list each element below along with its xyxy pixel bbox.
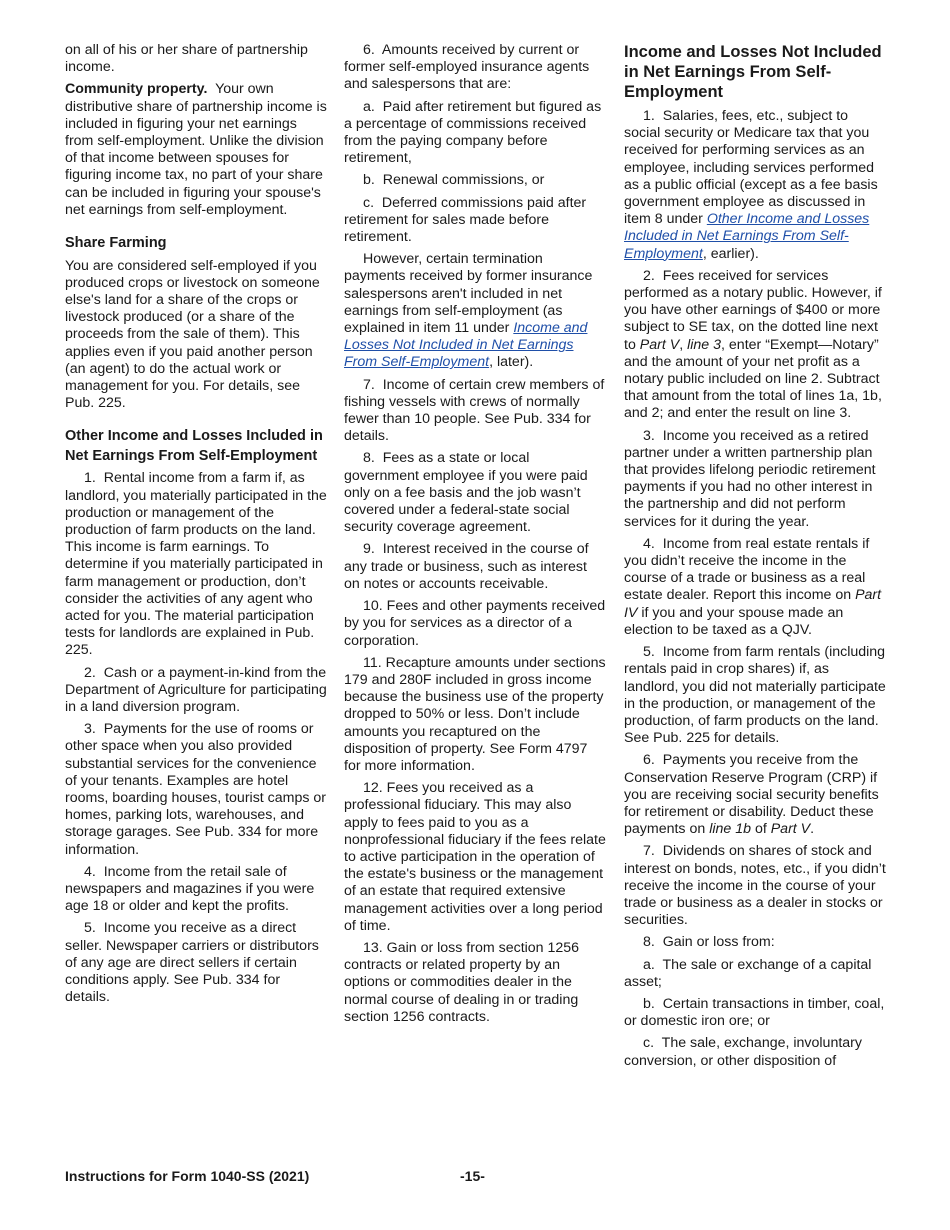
list-item: 5. Income from farm rentals (including rentals paid in crop shares) if, as landlord, you did not materially participate in the production, or management of the production, of farm products on the land. See Pub. 225 for details. [624, 644, 886, 747]
list-subitem: b. Renewal commissions, or [363, 172, 545, 189]
list-item: 10. Fees and other payments received by you for services as a director of a corporation. [344, 598, 606, 649]
list-item: 7. Income of certain crew members of fishing vessels with crews of normally fewer than 10 people. See Pub. 334 for details. [344, 376, 605, 445]
paragraph: However, certain termination payments received by former insurance salespersons aren't included in net earnings from self-employment (as explained in item 11 under Income and Losses Not Included in Net Earnings From Self-Employment, later). [344, 251, 593, 371]
run-in-heading: Community property. [65, 81, 208, 98]
list-item: 4. Income from the retail sale of newspapers and magazines if you were age 18 or older and kept the profits. [65, 863, 315, 915]
list-item: 1. Salaries, fees, etc., subject to social security or Medicare tax that you received for performing services as an employee, including services performed as a public official (except as a fee basis government employee as discussed in item 8 under Other Income and Losses Included in Net Earnings From Self-Employment, earlier). [624, 108, 878, 262]
list-item: 7. Dividends on shares of stock and interest on bonds, notes, etc., if you didn’t receive the income in the course of your trade or business as a dealer in stocks or securities. [624, 843, 886, 929]
list-subitem: b. Certain transactions in timber, coal, or domestic iron ore; or [624, 995, 885, 1030]
paragraph: on all of his or her share of partnership income. [65, 42, 308, 76]
cross-reference-link[interactable]: Income and Losses Not Included in Net Earnings From Self-Employment [344, 320, 588, 371]
list-item: 3. Payments for the use of rooms or other space when you also provided substantial services for the convenience of your tenants. Examples are hotel rooms, boarding houses, tourist camps or homes, parking lots, warehouses, and storage garages. See Pub. 334 for more information. [65, 721, 327, 858]
cross-reference-link[interactable]: Other Income and Losses Included in Net Earnings From Self-Employment [624, 211, 870, 262]
list-item: 8. Fees as a state or local government employee if you were paid only on a fee basis and the job wasn’t covered under a federal-state social security coverage agreement. [344, 450, 588, 536]
list-item: 5. Income you receive as a direct seller. Newspaper carriers or distributors of any age are direct sellers if certain conditions apply. See Pub. 334 for details. [65, 920, 319, 1006]
list-item: 8. Gain or loss from: [643, 934, 775, 951]
list-subitem: c. Deferred commissions paid after retirement for sales made before retirement. [344, 194, 587, 246]
list-item: 13. Gain or loss from section 1256 contracts or related property by an options or commodities dealer in the normal course of dealing in or trading section 1256 contracts. [344, 939, 580, 1025]
list-item: 11. Recapture amounts under sections 179 and 280F included in gross income because the business use of the property dropped to 50% or less. Don’t include amounts you recaptured on the disposition of property. See Form 4797 for more information. [344, 654, 606, 774]
list-subitem: a. The sale or exchange of a capital asset; [624, 956, 872, 990]
list-subitem: c. The sale, exchange, involuntary conversion, or other disposition of [624, 1035, 862, 1069]
footer-form-title: Instructions for Form 1040-SS (2021) [65, 1168, 310, 1184]
section-heading: Other Income and Losses Included in Net Earnings From Self-Employment [65, 428, 323, 464]
column-1 [65, 42, 327, 1011]
list-item: 4. Income from real estate rentals if you didn’t receive the income in the course of a trade or business as a real estate dealer. Report this income on Part IV if you and your spouse made an election to be taxed as a QJV. [624, 535, 882, 638]
list-item: 2. Cash or a payment-in-kind from the Department of Agriculture for participating in a land diversion program. [65, 664, 327, 715]
list-item: 2. Fees received for services performed as a notary public. However, if you have other earnings of $400 or more subject to SE tax, on the dotted line next to Part V, line 3, enter “Exempt—Notary” and the amount of your net profit as a notary public included on line 2. Subtract that amount from the total of lines 1a, 1b, and 2; and enter the result on line 3. [624, 267, 882, 422]
section-heading: Share Farming [65, 235, 167, 252]
list-item: 12. Fees you received as a professional fiduciary. This may also apply to fees paid to you as a nonprofessional fiduciary if the fees relate to active participation in the operation of the estate's business or the management of an estate that required extensive management activities over a long period of time. [344, 780, 606, 934]
list-item: 9. Interest received in the course of any trade or business, such as interest on notes or accounts receivable. [344, 541, 589, 592]
page-number: -15- [460, 1168, 485, 1184]
list-item: 3. Income you received as a retired partner under a written partnership plan that provides lifelong periodic retirement payments if you had no other interest in the partnership and did not perform services for it during the year. [624, 427, 876, 530]
list-item: 6. Payments you receive from the Conservation Reserve Program (CRP) if you are receiving social security benefits for retirement or disability. Deduct these payments on line 1b of Part V. [624, 752, 879, 838]
column-3 [624, 42, 886, 1075]
column-2 [344, 42, 606, 1031]
list-item: 6. Amounts received by current or former self-employed insurance agents and salespersons that are: [344, 42, 590, 93]
section-heading: Income and Losses Not Included in Net Earnings From Self-Employment [624, 43, 882, 101]
list-item: 1. Rental income from a farm if, as landlord, you materially participated in the production or management of the production of farm products on the land. This income is farm earnings. To determine if you materially participated in farm management or production, don’t consider the activities of any agent who acted for you. The material participation tests for landlords are explained in Pub. 225. [65, 470, 327, 659]
list-subitem: a. Paid after retirement but figured as a percentage of commissions received from the paying company before retirement, [344, 98, 602, 167]
paragraph: You are considered self-employed if you produced crops or livestock on someone else's land for a share of the crops or livestock produced (or a share of the proceeds from the sale of them). This applies even if you paid another person (an agent) to do the actual work or management for you. For details, see Pub. 225. [65, 257, 320, 412]
community-property-paragraph: Community property. Your own distributive share of partnership income is included in figuring your net earnings from self-employment. Unlike the division of that income between spouses for figuring income tax, no part of your share can be included in figuring your spouse's net earnings from self-employment. [65, 81, 327, 218]
